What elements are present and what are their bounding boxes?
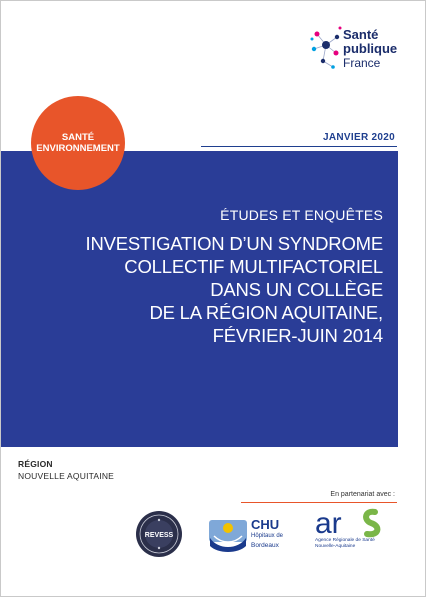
chu-city: Bordeaux xyxy=(251,542,279,549)
region-block xyxy=(18,459,114,481)
revess-logo xyxy=(135,510,183,563)
chu-emblem-icon xyxy=(208,516,248,554)
publication-date: JANVIER 2020 xyxy=(323,132,395,143)
title-line: DANS UN COLLÈGE xyxy=(210,279,383,300)
publisher-line2: publique xyxy=(343,41,398,56)
ars-line2: Nouvelle-Aquitaine xyxy=(315,544,356,549)
chu-bordeaux-logo xyxy=(208,516,294,556)
series-label: ÉTUDES ET ENQUÊTES xyxy=(220,207,383,223)
report-title xyxy=(43,232,383,347)
partner-divider xyxy=(241,502,397,503)
theme-badge xyxy=(31,96,125,190)
svg-text:ar: ar xyxy=(315,507,342,540)
publisher-line3: France xyxy=(343,56,381,70)
theme-badge-line2: ENVIRONNEMENT xyxy=(36,143,120,154)
partner-label: En partenariat avec : xyxy=(326,491,395,498)
ars-wordmark-icon xyxy=(313,506,403,540)
title-band xyxy=(1,151,398,447)
title-line: COLLECTIF MULTIFACTORIEL xyxy=(124,256,383,277)
ars-line1: Agence Régionale de Santé xyxy=(315,538,375,543)
chu-subtitle: Hôpitaux de xyxy=(251,533,284,539)
theme-badge-line1: SANTÉ xyxy=(61,132,95,143)
region-name: NOUVELLE AQUITAINE xyxy=(18,471,115,481)
region-label: RÉGION xyxy=(18,459,53,469)
molecule-icon xyxy=(309,25,343,73)
chu-name: CHU xyxy=(251,517,280,532)
title-line: DE LA RÉGION AQUITAINE, xyxy=(149,302,383,323)
title-line: FÉVRIER-JUIN 2014 xyxy=(212,325,383,346)
date-divider xyxy=(201,146,397,147)
revess-label: REVESS xyxy=(144,532,174,539)
sante-publique-france-logo xyxy=(309,25,419,77)
title-line: INVESTIGATION D’UN SYNDROME xyxy=(85,233,383,254)
ars-logo xyxy=(313,506,403,566)
publisher-line1: Santé xyxy=(343,27,379,42)
